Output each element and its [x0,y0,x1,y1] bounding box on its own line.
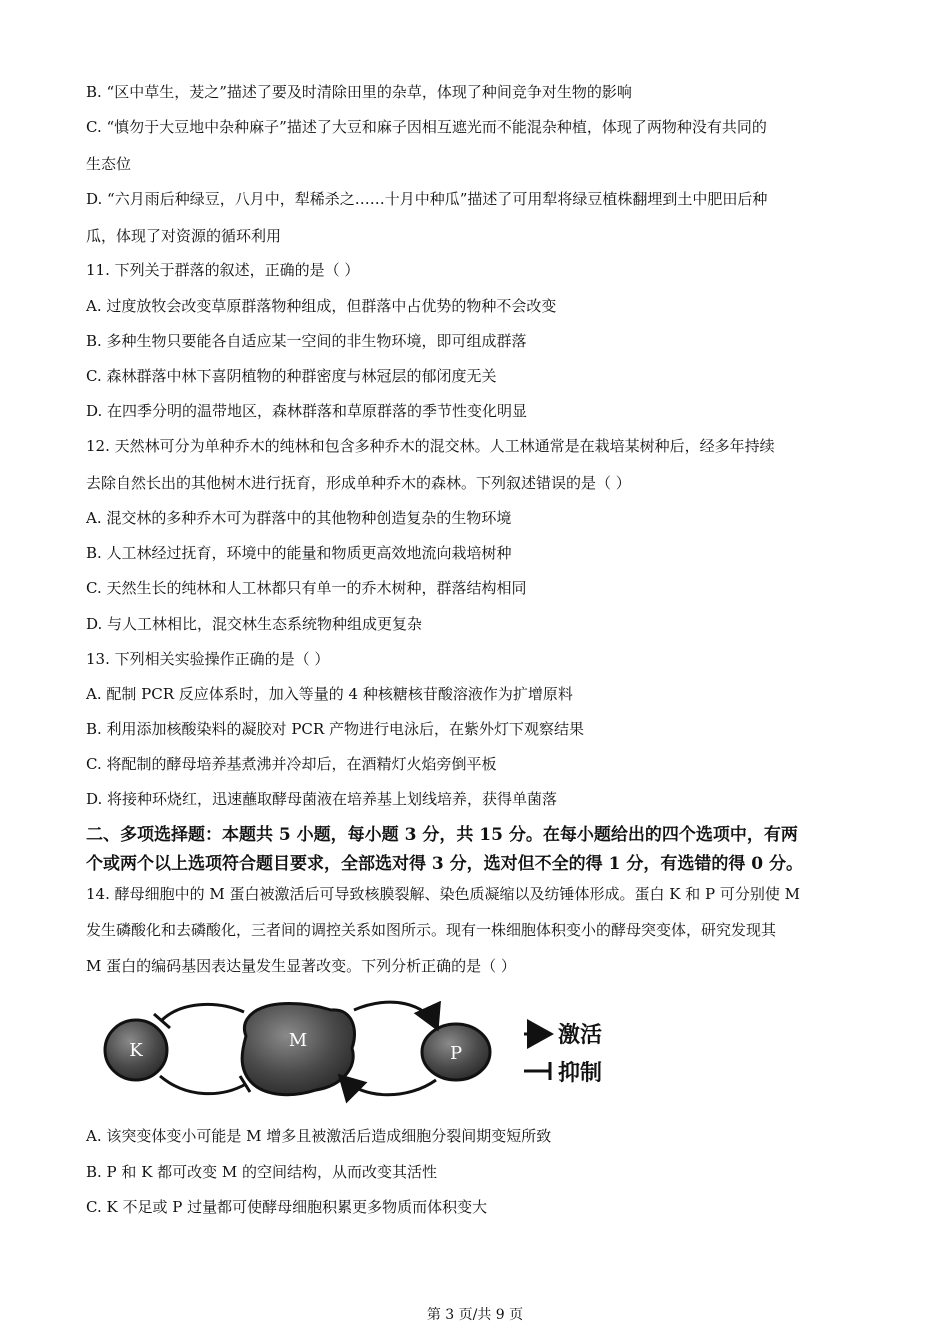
option-line-cont: 瓜，体现了对资源的循环利用 [86,227,282,245]
option-line: C. 天然生长的纯林和人工林都只有单一的乔木树种，群落结构相同 [86,579,527,597]
option-line: C. 森林群落中林下喜阴植物的种群密度与林冠层的郁闭度无关 [86,367,497,385]
option-line: B. 人工林经过抚育，环境中的能量和物质更高效地流向栽培树种 [86,544,512,562]
protein-p-label: P [449,1043,463,1064]
option-line: A. 配制 PCR 反应体系时，加入等量的 4 种核糖核苷酸溶液作为扩增原料 [86,685,573,703]
question-stem-cont: 去除自然长出的其他树木进行抚育，形成单种乔木的森林。下列叙述错误的是（ ） [86,474,631,492]
option-line: A. 混交林的多种乔木可为群落中的其他物种创造复杂的生物环境 [86,509,512,527]
option-line: C. K 不足或 P 过量都可使酵母细胞积累更多物质而体积变大 [86,1198,488,1216]
inhibit-line-k-to-m [160,1076,246,1094]
activate-arrow-m-to-p [354,1002,436,1026]
option-line: B. 多种生物只要能各自适应某一空间的非生物环境，即可组成群落 [86,332,527,350]
option-line: B. 利用添加核酸染料的凝胶对 PCR 产物进行电泳后，在紫外灯下观察结果 [86,720,584,738]
option-line-cont: 生态位 [86,155,132,173]
option-line: D. 将接种环烧红，迅速蘸取酵母菌液在培养基上划线培养，获得单菌落 [86,790,558,808]
legend-inhibit-label: 抑制 [558,1061,603,1086]
question-stem-cont: M 蛋白的编码基因表达量发生显著改变。下列分析正确的是（ ） [86,957,516,975]
option-line: D. 在四季分明的温带地区，森林群落和草原群落的季节性变化明显 [86,402,528,420]
question-stem: 14. 酵母细胞中的 M 蛋白被激活后可导致核膜裂解、染色质凝缩以及纺锤体形成。蛋白 K 和 P 可分别使 M [86,885,801,903]
option-line: B. “区中草生，茇之”描述了要及时清除田里的杂草，体现了种间竞争对生物的影响 [86,83,632,101]
option-line: A. 过度放牧会改变草原群落物种组成，但群落中占优势的物种不会改变 [86,297,557,315]
option-line: A. 该突变体变小可能是 M 增多且被激活后造成细胞分裂间期变短所致 [86,1127,552,1145]
question-stem: 11. 下列关于群落的叙述，正确的是（ ） [86,261,360,279]
section-heading: 个或两个以上选项符合题目要求，全部选对得 3 分，选对但不全的得 1 分，有选错的得 0 分。 [86,854,803,874]
protein-m-label: M [288,1030,308,1051]
option-line: D. 与人工林相比，混交林生态系统物种组成更复杂 [86,615,423,633]
section-heading: 二、多项选择题：本题共 5 小题，每小题 3 分，共 15 分。在每小题给出的四个选项中，有两 [86,825,798,845]
protein-k-label: K [129,1040,143,1061]
option-line: B. P 和 K 都可改变 M 的空间结构，从而改变其活性 [86,1163,438,1181]
inhibit-line-m-to-k [162,1004,244,1020]
regulation-diagram [96,990,626,1105]
question-stem-cont: 发生磷酸化和去磷酸化，三者间的调控关系如图所示。现有一株细胞体积变小的酵母突变体，研究发现其 [86,921,777,939]
question-stem: 13. 下列相关实验操作正确的是（ ） [86,650,330,668]
page-number: 第 3 页/共 9 页 [426,1307,524,1323]
option-line: D. “六月雨后种绿豆，八月中，犁稀杀之……十月中种瓜”描述了可用犁将绿豆植株翻埋到土中肥田后种 [86,190,768,208]
option-line: C. 将配制的酵母培养基煮沸并冷却后，在酒精灯火焰旁倒平板 [86,755,497,773]
question-stem: 12. 天然林可分为单种乔木的纯林和包含多种乔木的混交林。人工林通常是在栽培某树种后，经多年持续 [86,437,775,455]
option-line: C. “慎勿于大豆地中杂种麻子”描述了大豆和麻子因相互遮光而不能混杂种植，体现了两物种没有共同的 [86,118,767,136]
activate-arrow-p-to-m [342,1078,436,1095]
legend-activate-label: 激活 [558,1023,603,1048]
